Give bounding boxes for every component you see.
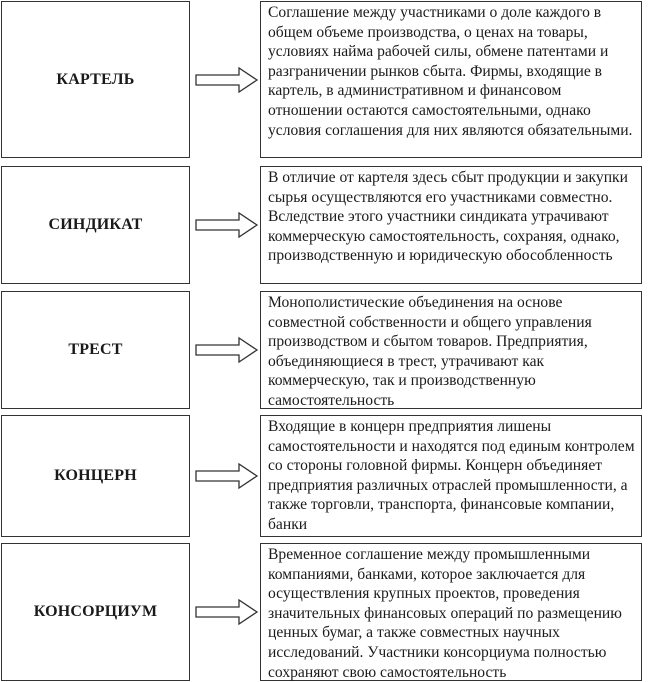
arrow-icon [195, 212, 259, 238]
description-text-konsorcium: Временное соглашение между промышленными компаниями, банками, которое заключается для осуществления крупных проектов, проведения значительных финансовых операций по размещению ценных бумаг, а также совместных научных исследований. Участники консорциума полностью сохраняют свою самостоятельность [268, 546, 622, 681]
arrow-icon [195, 67, 259, 93]
term-label-koncern: КОНЦЕРН [54, 467, 137, 484]
row-konsorcium [0, 543, 658, 681]
term-box-kartel [1, 1, 190, 158]
term-box-konsorcium [1, 543, 190, 681]
description-box-kartel [260, 1, 642, 158]
description-text-kartel: Соглашение между участниками о доле каждого в общем объеме производства, о ценах на товары, условиях найма рабочей силы, обмене патентами и разграничении рынков сбыта. Фирмы, входящие в картель, в административном и финансовом отношении остаются самостоятельными, однако условия соглашения для них являются обязательными. [268, 4, 633, 139]
term-label-trest: ТРЕСТ [68, 341, 123, 358]
description-box-sindikat [260, 166, 642, 284]
description-text-koncern: Входящие в концерн предприятия лишены самостоятельности и находятся под единым контролем со стороны головной фирмы. Концерн объединяет предприятия различных отраслей промышленности, а также торговли, транспорта, финансовые компании, банки [268, 418, 635, 533]
term-box-trest [1, 291, 190, 409]
description-box-koncern [260, 415, 642, 537]
arrow-icon [195, 337, 259, 363]
arrow-icon [195, 599, 259, 625]
description-text-sindikat: В отличие от картеля здесь сбыт продукции и закупки сырья осуществляются его участниками совместно. Вследствие этого участники синдиката утрачивают коммерческую самостоятельность, сохраняя, однако, производственную и юридическую обособленность [268, 169, 628, 265]
term-box-koncern [1, 415, 190, 537]
row-koncern [0, 415, 658, 537]
term-label-sindikat: СИНДИКАТ [48, 216, 143, 233]
row-kartel [0, 1, 658, 158]
row-trest [0, 291, 658, 409]
row-sindikat [0, 166, 658, 284]
arrow-icon [195, 463, 259, 489]
description-text-trest: Монополистические объединения на основе совместной собственности и общего управления производством и сбытом товаров. Предприятия, объединяющиеся в трест, утрачивают как коммерческую, так и производственную самостоятельность [268, 294, 592, 409]
term-box-sindikat [1, 166, 190, 284]
description-box-konsorcium [260, 543, 642, 681]
description-box-trest [260, 291, 642, 409]
term-label-konsorcium: КОНСОРЦИУМ [33, 603, 158, 620]
term-label-kartel: КАРТЕЛЬ [56, 70, 135, 88]
